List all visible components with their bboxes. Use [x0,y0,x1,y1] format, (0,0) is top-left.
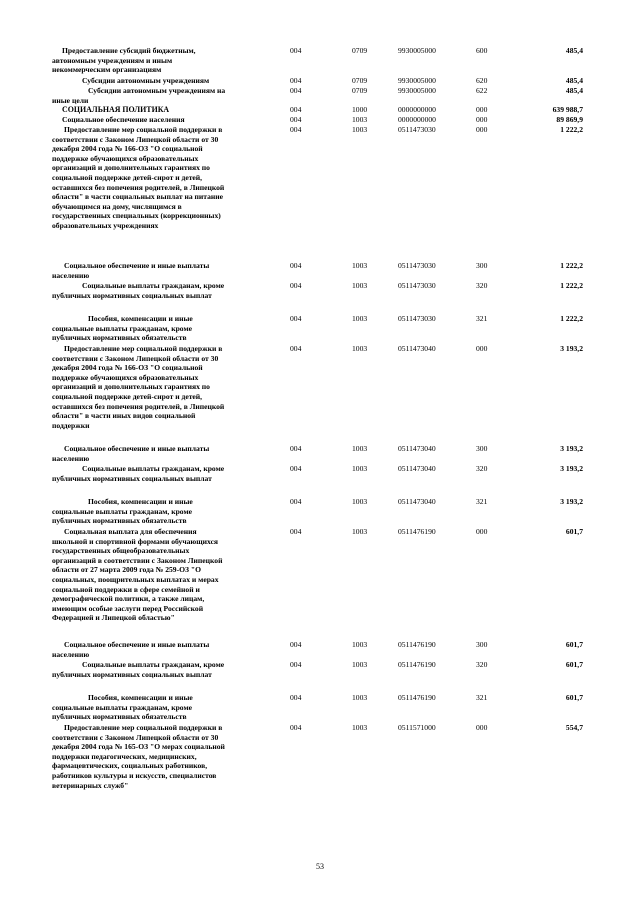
cell-sum: 3 193,2 [560,444,583,453]
cell-vr: 620 [476,76,488,85]
cell-ved: 004 [290,46,302,55]
row-name: Социальное обеспечение и иные выплаты населению [52,444,210,463]
cell-ved: 004 [290,344,302,353]
cell-razdel: 1000 [352,105,368,114]
cell-ved: 004 [290,261,302,270]
cell-razdel: 1003 [352,723,368,732]
row-name: Пособия, компенсации и иные социальные выплаты гражданам, кроме публичных нормативных обязательств [52,314,193,343]
cell-csr: 0511473030 [398,261,436,270]
cell-csr: 9930005000 [398,46,436,55]
cell-vr: 622 [476,86,488,95]
cell-ved: 004 [290,125,302,134]
cell-vr: 320 [476,281,488,290]
cell-ved: 004 [290,723,302,732]
cell-csr: 0511473040 [398,344,436,353]
row-name: Социальные выплаты гражданам, кроме публичных нормативных социальных выплат [52,281,225,300]
row-name: Пособия, компенсации и иные социальные выплаты гражданам, кроме публичных нормативных обязательств [52,497,193,526]
cell-csr: 0511476190 [398,640,436,649]
cell-csr: 0511476190 [398,660,436,669]
table-row [0,125,640,261]
cell-vr: 000 [476,105,488,114]
cell-csr: 0511476190 [398,693,436,702]
cell-razdel: 0709 [352,46,368,55]
cell-ved: 004 [290,527,302,536]
table-row [0,105,640,115]
cell-sum: 3 193,2 [560,497,583,506]
cell-ved: 004 [290,115,302,124]
row-name: Социальное обеспечение и иные выплаты населению [52,261,210,280]
table-row [0,46,640,76]
row-name: Социальные выплаты гражданам, кроме публичных нормативных социальных выплат [52,660,225,679]
cell-csr: 0000000000 [398,115,436,124]
cell-razdel: 1003 [352,660,368,669]
row-name: Предоставление субсидий бюджетным, автономным учреждениям и иным некоммерческим организациям [52,46,196,75]
cell-razdel: 1003 [352,497,368,506]
cell-vr: 600 [476,46,488,55]
row-name: Субсидии автономным учреждениям [82,76,210,85]
cell-razdel: 1003 [352,693,368,702]
cell-vr: 300 [476,261,488,270]
cell-csr: 0511476190 [398,527,436,536]
cell-vr: 320 [476,464,488,473]
table-row [0,497,640,527]
cell-razdel: 1003 [352,464,368,473]
cell-csr: 0511571000 [398,723,436,732]
table-row [0,344,640,444]
cell-sum: 601,7 [565,527,583,536]
table-row [0,444,640,464]
row-name: СОЦИАЛЬНАЯ ПОЛИТИКА [62,105,170,114]
row-name: Социальное обеспечение населения [62,115,185,124]
table-row [0,261,640,281]
cell-vr: 321 [476,497,488,506]
cell-csr: 0511473040 [398,444,436,453]
cell-sum: 3 193,2 [560,464,583,473]
cell-ved: 004 [290,76,302,85]
cell-razdel: 1003 [352,640,368,649]
cell-vr: 300 [476,640,488,649]
cell-vr: 300 [476,444,488,453]
cell-razdel: 1003 [352,125,368,134]
cell-razdel: 1003 [352,314,368,323]
cell-razdel: 1003 [352,527,368,536]
cell-ved: 004 [290,105,302,114]
cell-csr: 0511473030 [398,281,436,290]
table-row [0,314,640,344]
cell-csr: 0511473030 [398,314,436,323]
cell-csr: 9930005000 [398,76,436,85]
cell-sum: 89 869,9 [556,115,583,124]
cell-ved: 004 [290,693,302,702]
row-name: Предоставление мер социальной поддержки в соответствии с Законом Липецкой области от 30 декабря 2004 года № 166-ОЗ "О социальной поддержке обучающихся образовательных организаций и дополнительных гарантиях по социальной поддержке детей-сирот и детей, оставшихся без попечения родителей, в Липецкой области" в части социальных выплат на питание обучающимся на дому, числящимся в государственных специальных (коррекционных) образовательных учреждениях [52,125,225,230]
cell-sum: 601,7 [565,660,583,669]
table-row [0,464,640,497]
cell-vr: 000 [476,723,488,732]
cell-razdel: 1003 [352,281,368,290]
cell-razdel: 0709 [352,86,368,95]
row-name: Социальные выплаты гражданам, кроме публичных нормативных социальных выплат [52,464,225,483]
table-row [0,640,640,660]
cell-vr: 000 [476,125,488,134]
row-name: Субсидии автономным учреждениям на иные цели [52,86,226,105]
cell-razdel: 1003 [352,115,368,124]
cell-ved: 004 [290,281,302,290]
table-row [0,281,640,314]
cell-ved: 004 [290,314,302,323]
budget-table [0,46,640,803]
table-row [0,660,640,693]
cell-sum: 1 222,2 [560,261,583,270]
page-number: 53 [316,862,324,871]
cell-vr: 000 [476,115,488,124]
table-row [0,723,640,803]
row-name: Предоставление мер социальной поддержки в соответствии с Законом Липецкой области от 30 декабря 2004 года № 165-ОЗ "О мерах социальной поддержки педагогических, медицинских, фармацевтических, социальных работников, работников культуры и искусств, специалистов ветеринарных служб" [52,723,225,790]
cell-csr: 0511473030 [398,125,436,134]
cell-vr: 321 [476,693,488,702]
table-row [0,693,640,723]
cell-vr: 000 [476,344,488,353]
cell-vr: 320 [476,660,488,669]
cell-ved: 004 [290,86,302,95]
cell-sum: 1 222,2 [560,281,583,290]
row-name: Пособия, компенсации и иные социальные выплаты гражданам, кроме публичных нормативных обязательств [52,693,193,722]
cell-razdel: 0709 [352,76,368,85]
cell-sum: 485,4 [565,46,583,55]
cell-sum: 601,7 [565,640,583,649]
table-row [0,76,640,86]
table-row [0,115,640,125]
cell-csr: 0511473040 [398,497,436,506]
cell-sum: 485,4 [565,76,583,85]
cell-ved: 004 [290,660,302,669]
cell-vr: 321 [476,314,488,323]
cell-csr: 9930005000 [398,86,436,95]
cell-ved: 004 [290,640,302,649]
cell-sum: 1 222,2 [560,314,583,323]
cell-vr: 000 [476,527,488,536]
cell-sum: 601,7 [565,693,583,702]
cell-razdel: 1003 [352,261,368,270]
row-name: Социальное обеспечение и иные выплаты населению [52,640,210,659]
cell-sum: 554,7 [565,723,583,732]
cell-ved: 004 [290,497,302,506]
cell-sum: 639 988,7 [552,105,583,114]
cell-ved: 004 [290,444,302,453]
cell-razdel: 1003 [352,444,368,453]
cell-sum: 485,4 [565,86,583,95]
cell-csr: 0511473040 [398,464,436,473]
table-row [0,527,640,640]
table-row [0,86,640,105]
row-name: Предоставление мер социальной поддержки в соответствии с Законом Липецкой области от 30 декабря 2004 года № 166-ОЗ "О социальной поддержке обучающихся образовательных организаций и дополнительных гарантиях по социальной поддержке детей-сирот и детей, оставшихся без попечения родителей, в Липецкой области" в части иных видов социальной поддержки [52,344,225,430]
cell-sum: 3 193,2 [560,344,583,353]
cell-ved: 004 [290,464,302,473]
row-name: Социальная выплата для обеспечения школьной и спортивной формами обучающихся государственных общеобразовательных организаций в соответствии с Законом Липецкой области от 27 марта 2009 года № 259-ОЗ "О социальных, поощрительных выплатах и мерах социальной поддержки в сфере семейной и демографической политики, а также лицам, имеющим особые заслуги перед Российской Федерацией и Липецкой областью" [52,527,223,623]
cell-razdel: 1003 [352,344,368,353]
cell-sum: 1 222,2 [560,125,583,134]
cell-csr: 0000000000 [398,105,436,114]
